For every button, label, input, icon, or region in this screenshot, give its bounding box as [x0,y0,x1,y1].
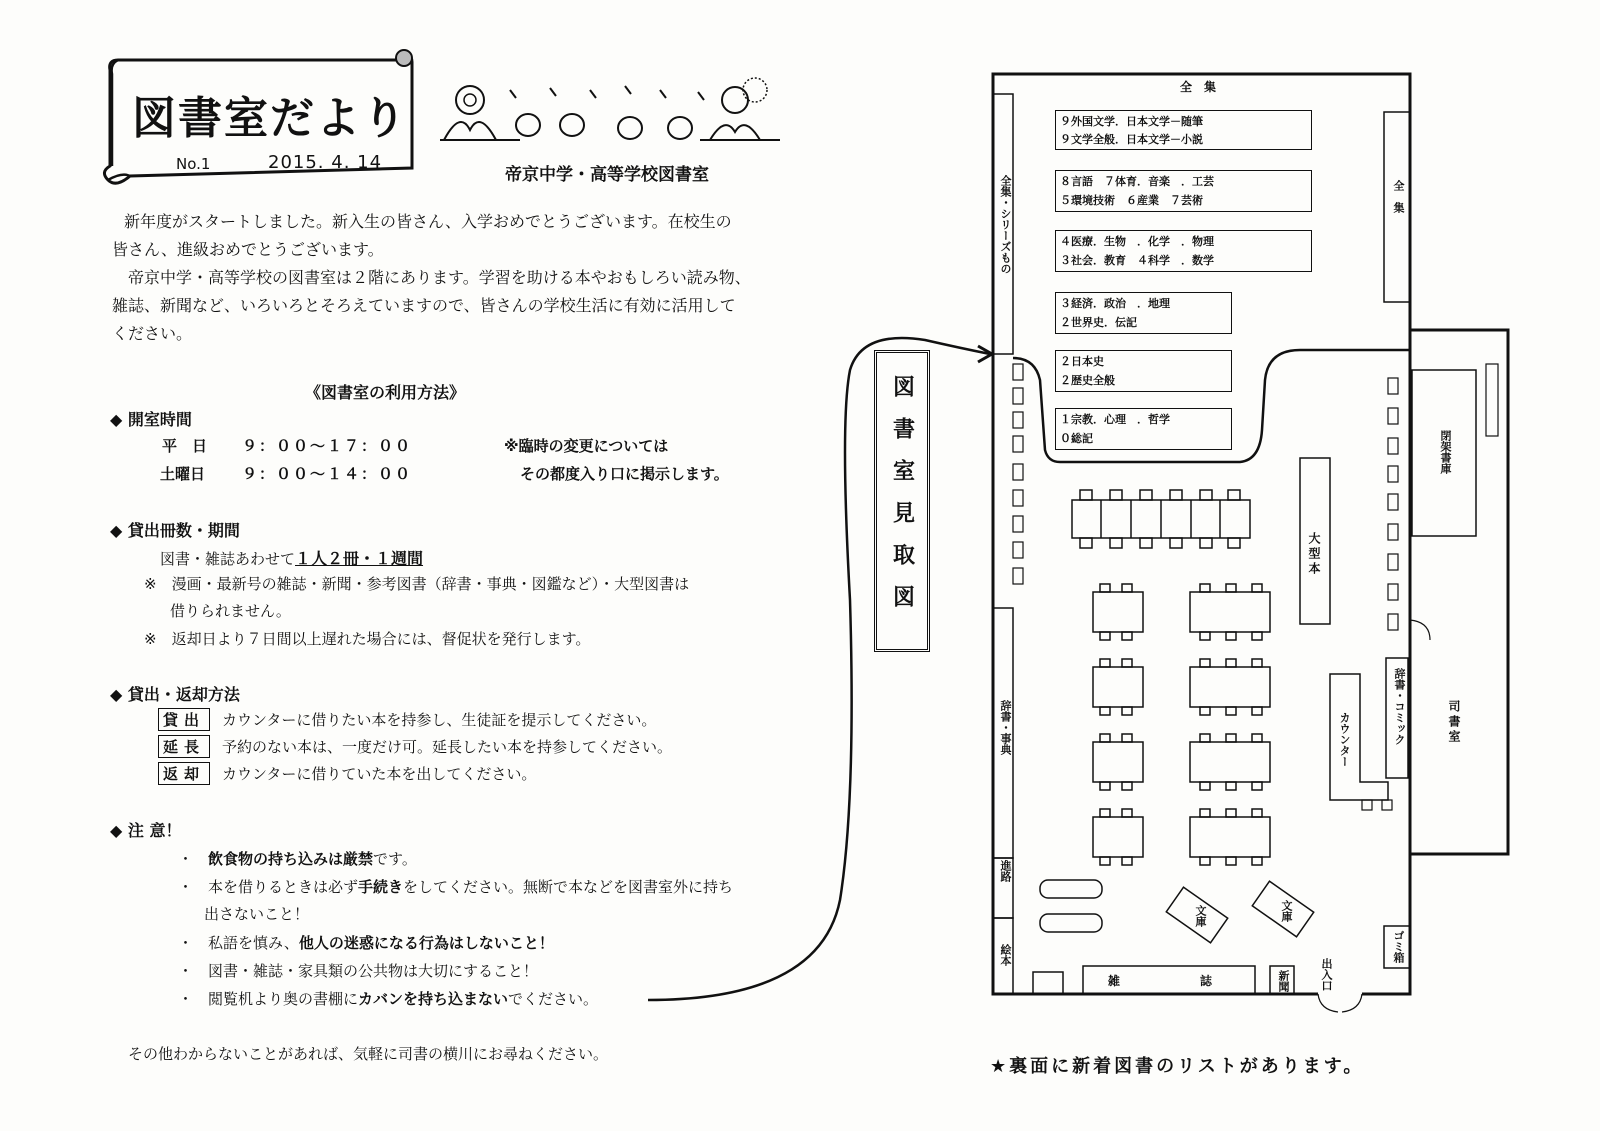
caution-heading: ◆ 注 意！ [110,821,182,840]
method-label-return: 返却 [158,762,210,785]
intro-line-2: 皆さん、進級おめでとうございます。 [112,240,384,259]
loan-note-2: ※ 返却日より７日間以上遅れた場合には、督促状を発行します。 [144,630,591,648]
method-text-lend: カウンターに借りたい本を持参し、生徒証を提示してください。 [222,711,657,729]
school-name: 帝京中学・高等学校図書室 [505,165,709,185]
method-text-return: カウンターに借りていた本を出してください。 [222,765,537,783]
map-bunko-2: 文庫 [1280,900,1293,922]
shelf-row-7: ３経済 ．政治 ．地理 [1060,297,1170,310]
shelf-row-11: １宗教 ．心理 ．哲学 [1060,413,1170,426]
method-label-extend: 延長 [158,735,210,758]
weekday-label: 平 日 [162,437,208,455]
caution-item-1: ・ 飲食物の持ち込みは厳禁です。 [178,850,417,868]
shelf-row-6: ３社会 ．教育 ４科学 ．数学 [1060,254,1214,267]
method-label-lend: 貸出 [158,708,210,731]
shelf-row-4: ５環境技術 ６産業 ７芸術 [1060,194,1203,207]
loan-heading: ◆ 貸出冊数・期間 [110,521,240,540]
intro-line-5: ください。 [112,324,193,343]
shelf-row-9: ２日本史 [1060,355,1104,368]
usage-heading: 《図書室の利用方法》 [305,383,466,402]
map-bunko-1: 文庫 [1194,905,1207,927]
shelf-row-2: ９文学全般 ．日本文学－小説 [1060,133,1203,146]
weekday-time: ９：００～１７：００ [242,437,413,455]
method-heading: ◆ 貸出・返却方法 [110,685,240,704]
closing-note: その他わからないことがあれば、気軽に司書の横川にお尋ねください。 [128,1045,609,1063]
issue-number: No.1 [176,155,211,173]
loan-rule-emphasis: １人２冊・１週間 [295,549,424,568]
shelf-row-8: ２世界史 ．伝記 [1060,316,1137,329]
shelf-row-5: ４医療 ．生物 ．化学 ．物理 [1060,235,1214,248]
intro-line-1: 新年度がスタートしました。新入生の皆さん、入学おめでとうございます。在校生の [124,212,732,231]
loan-note-1a: ※ 漫画・最新号の雑誌・新聞・参考図書（辞書・事典・図鑑など）・大型図書は [144,575,690,593]
issue-date: 2015. 4. 14 [268,152,383,173]
intro-line-4: 雑誌、新聞など、いろいろとそろえていますので、皆さんの学校生活に有効に活用して [112,296,736,315]
back-page-note: ★裏面に新着図書のリストがあります。 [990,1056,1365,1077]
shelf-row-12: ０総記 [1060,432,1093,445]
map-newspaper: 新聞 [1277,970,1290,992]
caution-item-5: ・ 閲覧机より奥の書棚にカバンを持ち込まないでください。 [178,990,599,1008]
shelf-row-3: ８言語 ７体育 ．音楽 ．工芸 [1060,175,1214,188]
map-librarian-room: 司書室 [1447,700,1461,745]
floor-map-title-box [874,350,930,652]
map-top-full-set: 全 集 [1180,80,1217,94]
saturday-label: 土曜日 [160,465,206,483]
map-career-shelf: 進路 [999,860,1012,882]
map-picture-books: 絵本 [999,944,1012,966]
saturday-time: ９：００～１４：００ [242,465,413,483]
hours-note-2: その都度入り口に掲示します。 [520,465,729,483]
map-magazines-b: 誌 [1200,974,1213,988]
map-right-full-set: 全 集 [1392,180,1405,213]
map-closed-stacks: 閉架書庫 [1439,430,1452,474]
map-counter: カウンター [1338,712,1351,767]
map-large-books: 大型本 [1307,532,1321,577]
map-magazines-a: 雑 [1108,974,1121,988]
map-trash: ゴミ箱 [1392,930,1405,963]
method-text-extend: 予約のない本は、一度だけ可。延長したい本を持参してください。 [222,738,673,756]
caution-item-2: ・ 本を借りるときは必ず手続きをしてください。無断で本などを図書室外に持ち [178,878,734,896]
hours-note-1: ※臨時の変更については [504,437,669,455]
shelf-row-1: ９外国文学 ．日本文学－随筆 [1060,115,1203,128]
loan-rule-prefix: 図書・雑誌あわせて [160,550,296,568]
map-entrance: 出入口 [1320,958,1333,991]
hours-heading: ◆ 開室時間 [110,410,192,429]
floor-map-title: 図書室見取図 [889,375,915,627]
loan-note-1b: 借りられません。 [170,602,291,620]
caution-item-4: ・ 図書・雑誌・家具類の公共物は大切にすること！ [178,962,539,980]
intro-line-3: 帝京中学・高等学校の図書室は２階にあります。学習を助ける本やおもしろい読み物、 [128,268,751,287]
caution-item-3: ・ 私語を慎み、他人の迷惑になる行為はしないこと！ [178,934,554,952]
map-dict-comic: 辞書・コミック [1393,668,1406,745]
shelf-row-10: ２歴史全般 [1060,374,1115,387]
map-dictionary-shelf: 辞書・事典 [999,700,1012,755]
newsletter-title: 図書室だより [132,93,408,144]
caution-item-2-cont: 出さないこと！ [204,905,310,923]
map-series-shelf: 全集・シリーズもの [999,175,1012,274]
